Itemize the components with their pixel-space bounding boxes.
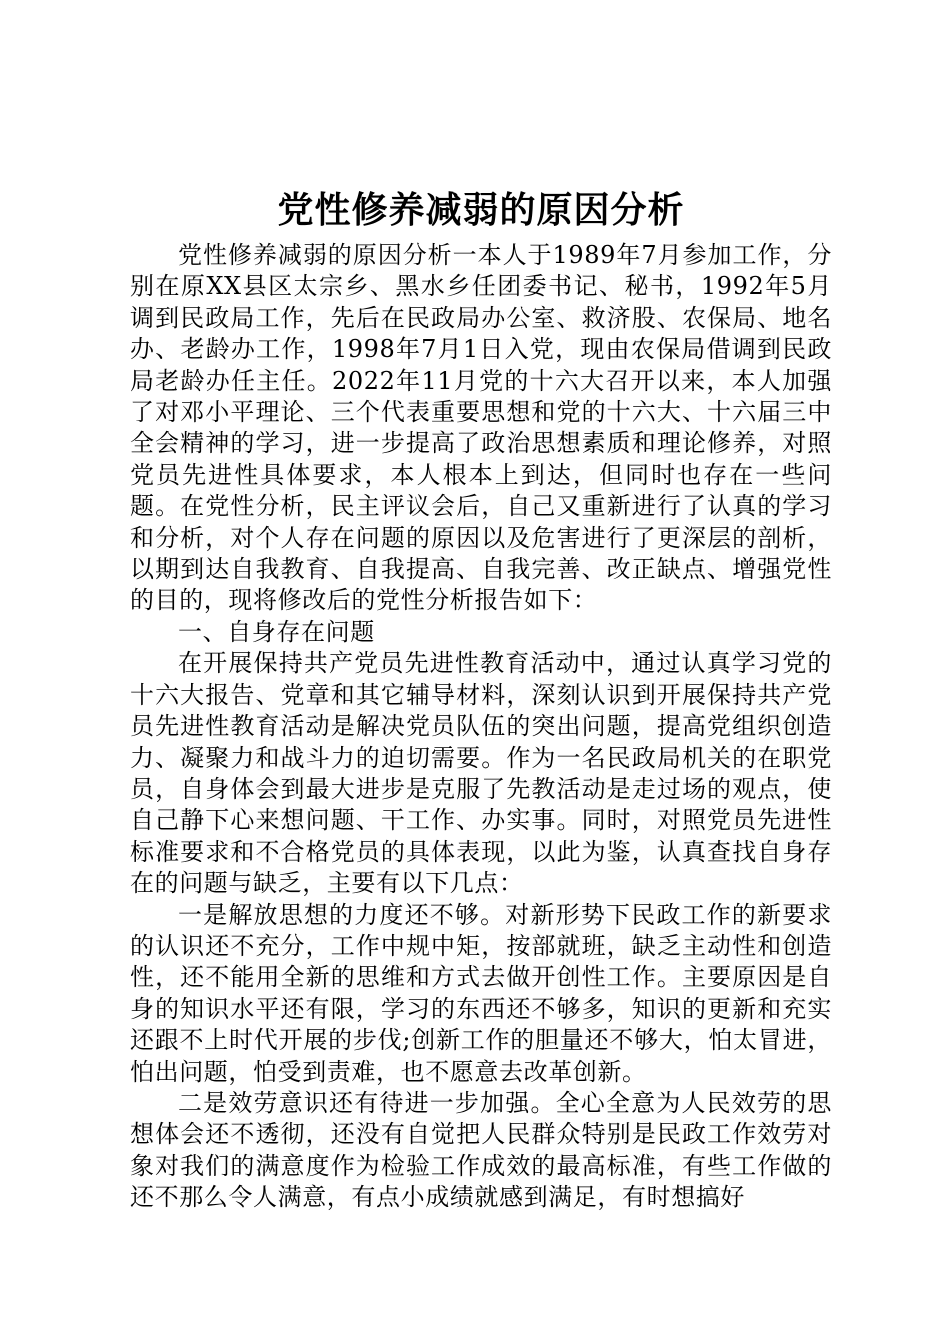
document-title: 党性修养减弱的原因分析 [277,189,685,231]
paragraph-point-two: 二是效劳意识还有待进一步加强。全心全意为人民效劳的思想体会还不透彻，还没有自觉把人民群众特别是民政工作效劳对象对我们的满意度作为检验工作成效的最高标准，有些工作做的还不那么令人满意，有点小成绩就感到满足，有时想搞好 [130,1088,832,1212]
paragraph-activity: 在开展保持共产党员先进性教育活动中，通过认真学习党的十六大报告、党章和其它辅导材料，深刻认识到开展保持共产党员先进性教育活动是解决党员队伍的突出问题，提高党组织创造力、凝聚力和战斗力的迫切需要。作为一名民政局机关的在职党员，自身体会到最大进步是克服了先教活动是走过场的观点，使自己静下心来想问题、干工作、办实事。同时，对照党员先进性标准要求和不合格党员的具体表现，以此为鉴，认真查找自身存在的问题与缺乏，主要有以下几点： [130,649,832,898]
paragraph-intro: 党性修养减弱的原因分析一本人于1989年7月参加工作，分别在原XX县区太宗乡、黑水乡任团委书记、秘书，1992年5月调到民政局工作，先后在民政局办公室、救济股、农保局、地名办、老龄办工作，1998年7月1日入党，现由农保局借调到民政局老龄办任主任。2022年11月党的十六大召开以来，本人加强了对邓小平理论、三个代表重要思想和党的十六大、十六届三中全会精神的学习，进一步提高了政治思想素质和理论修养，对照党员先进性具体要求，本人根本上到达，但同时也存在一些问题。在党性分析，民主评议会后，自己又重新进行了认真的学习和分析，对个人存在问题的原因以及危害进行了更深层的剖析，以期到达自我教育、自我提高、自我完善、改正缺点、增强党性的目的，现将修改后的党性分析报告如下： [130,241,832,615]
document-page [130,180,832,1214]
section-heading-problems: 一、自身存在问题 [178,617,375,646]
paragraph-point-one: 一是解放思想的力度还不够。对新形势下民政工作的新要求的认识还不充分，工作中规中矩，按部就班，缺乏主动性和创造性，还不能用全新的思维和方式去做开创性工作。主要原因是自身的知识水平还有限，学习的东西还不够多，知识的更新和充实还跟不上时代开展的步伐;创新工作的胆量还不够大，怕太冒进，怕出问题，怕受到责难，也不愿意去改革创新。 [130,900,832,1086]
